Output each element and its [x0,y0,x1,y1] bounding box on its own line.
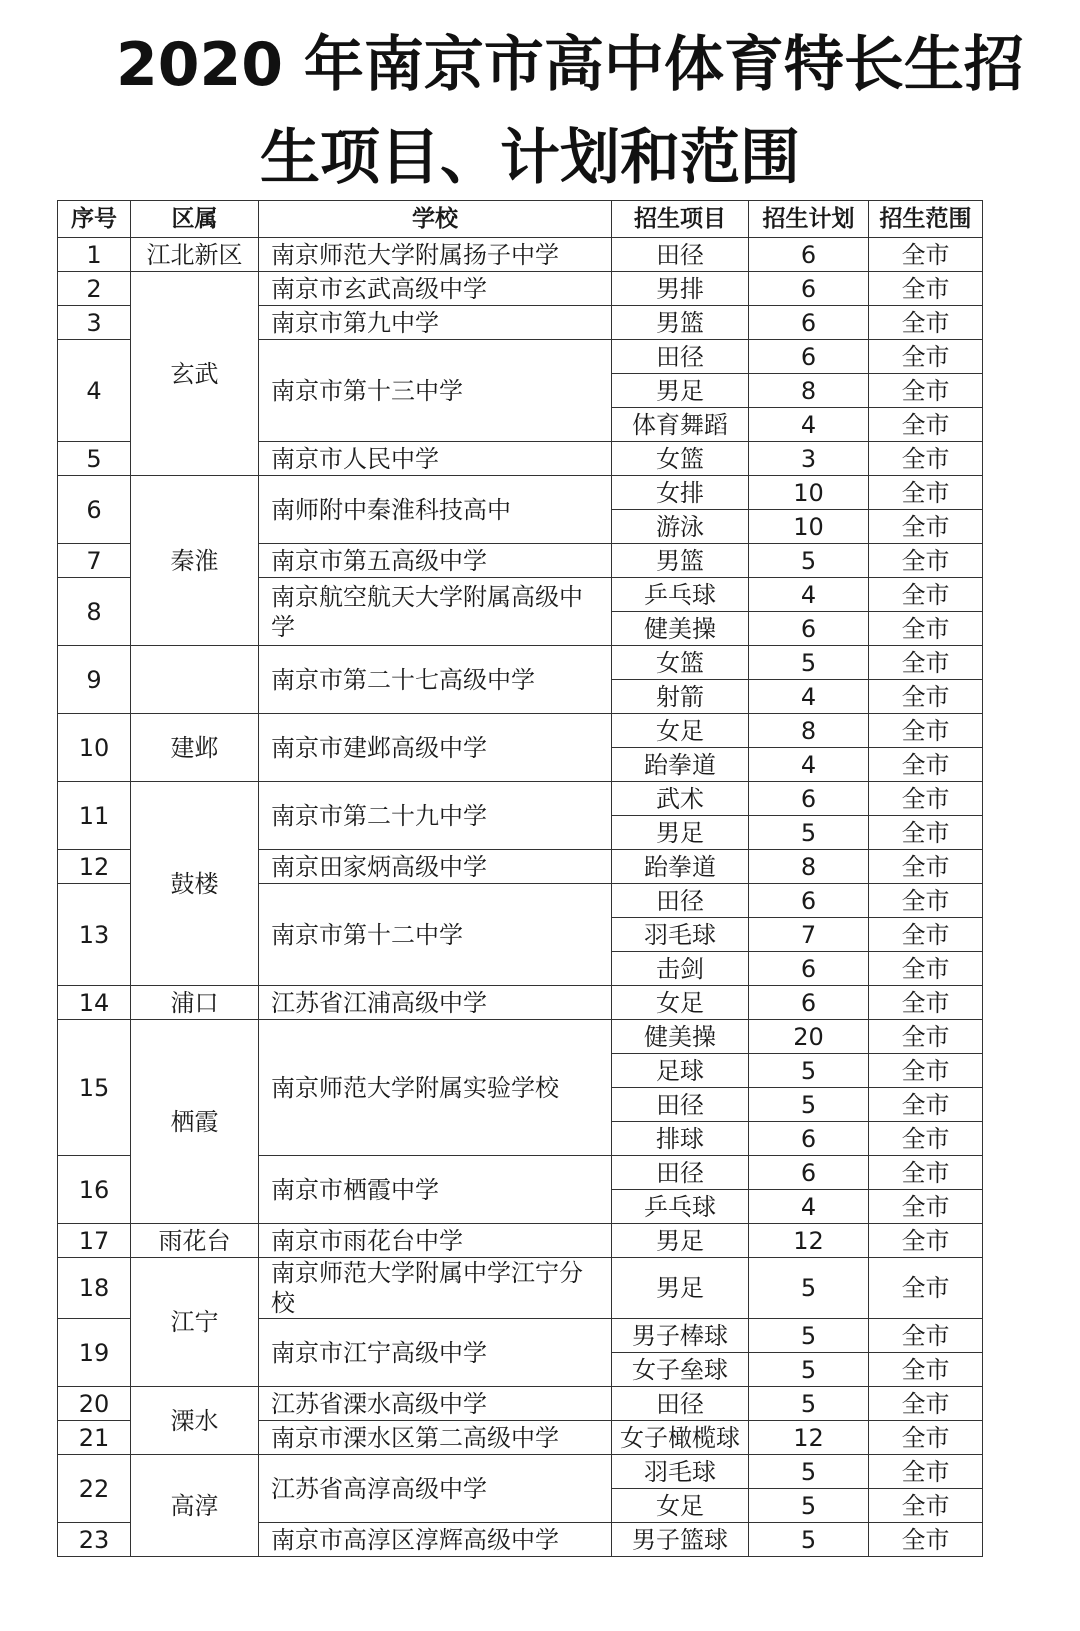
scope-cell: 全市 [869,816,983,850]
row-number: 2 [58,272,131,306]
row-number: 10 [58,714,131,782]
school-cell: 南京市高淳区淳辉高级中学 [259,1523,612,1557]
sport-cell: 男足 [612,1224,749,1258]
school-cell: 南京市第十三中学 [259,340,612,442]
quota-cell: 6 [749,986,869,1020]
quota-cell: 4 [749,1190,869,1224]
scope-cell: 全市 [869,510,983,544]
sport-cell: 田径 [612,238,749,272]
row-number: 6 [58,476,131,544]
sport-cell: 田径 [612,340,749,374]
scope-cell: 全市 [869,714,983,748]
scope-cell: 全市 [869,748,983,782]
quota-cell: 5 [749,1489,869,1523]
row-number: 14 [58,986,131,1020]
sport-cell: 男排 [612,272,749,306]
scope-cell: 全市 [869,1054,983,1088]
district-cell [131,646,259,714]
scope-cell: 全市 [869,918,983,952]
scope-cell: 全市 [869,408,983,442]
sport-cell: 女子橄榄球 [612,1421,749,1455]
table-row [58,782,983,816]
row-number: 4 [58,340,131,442]
table-row [58,238,983,272]
table-row [58,1020,983,1054]
quota-cell: 20 [749,1020,869,1054]
quota-cell: 5 [749,816,869,850]
quota-cell: 5 [749,1319,869,1353]
sport-cell: 男子棒球 [612,1319,749,1353]
quota-cell: 7 [749,918,869,952]
scope-cell: 全市 [869,680,983,714]
district-cell: 秦淮 [131,476,259,646]
page-title-line1: 2020 年南京市高中体育特长生招 [116,30,1024,100]
row-number: 7 [58,544,131,578]
school-cell: 南京市栖霞中学 [259,1156,612,1224]
scope-cell: 全市 [869,1523,983,1557]
sport-cell: 击剑 [612,952,749,986]
school-cell: 南京师范大学附属扬子中学 [259,238,612,272]
quota-cell: 6 [749,238,869,272]
scope-cell: 全市 [869,952,983,986]
school-cell: 江苏省高淳高级中学 [259,1455,612,1523]
scope-cell: 全市 [869,1020,983,1054]
table-row [58,1455,983,1489]
district-cell: 玄武 [131,272,259,476]
scope-cell: 全市 [869,442,983,476]
scope-cell: 全市 [869,476,983,510]
district-cell: 栖霞 [131,1020,259,1224]
row-number: 11 [58,782,131,850]
sport-cell: 羽毛球 [612,1455,749,1489]
scope-cell: 全市 [869,340,983,374]
quota-cell: 5 [749,1054,869,1088]
district-cell: 江北新区 [131,238,259,272]
school-cell: 南京市第十二中学 [259,884,612,986]
district-cell: 高淳 [131,1455,259,1557]
school-cell: 南京市玄武高级中学 [259,272,612,306]
quota-cell: 12 [749,1421,869,1455]
quota-cell: 5 [749,1088,869,1122]
sport-cell: 射箭 [612,680,749,714]
quota-cell: 4 [749,408,869,442]
quota-cell: 4 [749,578,869,612]
table-row [58,272,983,306]
scope-cell: 全市 [869,544,983,578]
sport-cell: 武术 [612,782,749,816]
quota-cell: 8 [749,374,869,408]
quota-cell: 5 [749,544,869,578]
sport-cell: 女子垒球 [612,1353,749,1387]
scope-cell: 全市 [869,306,983,340]
scope-cell: 全市 [869,1387,983,1421]
scope-cell: 全市 [869,1353,983,1387]
scope-cell: 全市 [869,1224,983,1258]
header-quota: 招生计划 [749,201,869,238]
row-number: 1 [58,238,131,272]
row-number: 15 [58,1020,131,1156]
page-title-line2: 生项目、计划和范围 [260,123,800,193]
sport-cell: 乒乓球 [612,578,749,612]
quota-cell: 5 [749,1523,869,1557]
row-number: 23 [58,1523,131,1557]
school-cell: 南京市第五高级中学 [259,544,612,578]
scope-cell: 全市 [869,782,983,816]
table-header-row [58,201,983,238]
school-cell: 南京师范大学附属实验学校 [259,1020,612,1156]
sport-cell: 体育舞蹈 [612,408,749,442]
quota-cell: 5 [749,1387,869,1421]
row-number: 21 [58,1421,131,1455]
scope-cell: 全市 [869,884,983,918]
sport-cell: 乒乓球 [612,1190,749,1224]
sport-cell: 田径 [612,1156,749,1190]
quota-cell: 4 [749,680,869,714]
school-cell: 南京航空航天大学附属高级中学 [259,578,612,646]
school-cell: 江苏省溧水高级中学 [259,1387,612,1421]
school-cell: 南京田家炳高级中学 [259,850,612,884]
sport-cell: 男篮 [612,544,749,578]
sport-cell: 跆拳道 [612,850,749,884]
scope-cell: 全市 [869,578,983,612]
row-number: 5 [58,442,131,476]
sport-cell: 田径 [612,884,749,918]
header-no: 序号 [58,201,131,238]
enrollment-table [57,200,983,1557]
sport-cell: 男篮 [612,306,749,340]
sport-cell: 男子篮球 [612,1523,749,1557]
row-number: 18 [58,1258,131,1319]
district-cell: 雨花台 [131,1224,259,1258]
scope-cell: 全市 [869,1258,983,1319]
scope-cell: 全市 [869,374,983,408]
school-cell: 南京市雨花台中学 [259,1224,612,1258]
quota-cell: 6 [749,306,869,340]
sport-cell: 男足 [612,816,749,850]
sport-cell: 健美操 [612,612,749,646]
sport-cell: 女篮 [612,442,749,476]
quota-cell: 6 [749,1122,869,1156]
school-cell: 南京市第二十七高级中学 [259,646,612,714]
sport-cell: 女足 [612,1489,749,1523]
school-cell: 南京市第九中学 [259,306,612,340]
quota-cell: 6 [749,782,869,816]
sport-cell: 田径 [612,1387,749,1421]
sport-cell: 男足 [612,374,749,408]
row-number: 8 [58,578,131,646]
quota-cell: 12 [749,1224,869,1258]
school-cell: 南京市人民中学 [259,442,612,476]
table-row [58,1387,983,1421]
row-number: 20 [58,1387,131,1421]
header-sport: 招生项目 [612,201,749,238]
quota-cell: 10 [749,510,869,544]
header-district: 区属 [131,201,259,238]
sport-cell: 游泳 [612,510,749,544]
row-number: 3 [58,306,131,340]
row-number: 22 [58,1455,131,1523]
quota-cell: 5 [749,646,869,680]
school-cell: 南京师范大学附属中学江宁分校 [259,1258,612,1319]
sport-cell: 田径 [612,1088,749,1122]
district-cell: 鼓楼 [131,782,259,986]
quota-cell: 6 [749,272,869,306]
sport-cell: 跆拳道 [612,748,749,782]
school-cell: 南师附中秦淮科技高中 [259,476,612,544]
scope-cell: 全市 [869,1122,983,1156]
scope-cell: 全市 [869,1088,983,1122]
scope-cell: 全市 [869,1489,983,1523]
district-cell: 建邺 [131,714,259,782]
school-cell: 江苏省江浦高级中学 [259,986,612,1020]
district-cell: 溧水 [131,1387,259,1455]
header-scope: 招生范围 [869,201,983,238]
school-cell: 南京市溧水区第二高级中学 [259,1421,612,1455]
sport-cell: 男足 [612,1258,749,1319]
quota-cell: 5 [749,1353,869,1387]
table-body [58,238,983,1557]
scope-cell: 全市 [869,1421,983,1455]
scope-cell: 全市 [869,850,983,884]
sport-cell: 羽毛球 [612,918,749,952]
row-number: 17 [58,1224,131,1258]
school-cell: 南京市第二十九中学 [259,782,612,850]
sport-cell: 足球 [612,1054,749,1088]
table-row [58,646,983,680]
scope-cell: 全市 [869,986,983,1020]
sport-cell: 排球 [612,1122,749,1156]
quota-cell: 4 [749,748,869,782]
scope-cell: 全市 [869,1319,983,1353]
quota-cell: 3 [749,442,869,476]
scope-cell: 全市 [869,1156,983,1190]
school-cell: 南京市建邺高级中学 [259,714,612,782]
table-row [58,714,983,748]
district-cell: 江宁 [131,1258,259,1387]
quota-cell: 6 [749,340,869,374]
quota-cell: 6 [749,884,869,918]
quota-cell: 8 [749,850,869,884]
quota-cell: 6 [749,1156,869,1190]
school-cell: 南京市江宁高级中学 [259,1319,612,1387]
sport-cell: 女篮 [612,646,749,680]
sport-cell: 女足 [612,986,749,1020]
sport-cell: 女足 [612,714,749,748]
scope-cell: 全市 [869,646,983,680]
sport-cell: 健美操 [612,1020,749,1054]
row-number: 16 [58,1156,131,1224]
row-number: 12 [58,850,131,884]
quota-cell: 6 [749,612,869,646]
quota-cell: 10 [749,476,869,510]
row-number: 13 [58,884,131,986]
scope-cell: 全市 [869,612,983,646]
table-row [58,1258,983,1319]
table-row [58,1224,983,1258]
scope-cell: 全市 [869,272,983,306]
row-number: 19 [58,1319,131,1387]
table-row [58,476,983,510]
header-school: 学校 [259,201,612,238]
quota-cell: 5 [749,1258,869,1319]
district-cell: 浦口 [131,986,259,1020]
scope-cell: 全市 [869,238,983,272]
table-row [58,986,983,1020]
sport-cell: 女排 [612,476,749,510]
quota-cell: 8 [749,714,869,748]
quota-cell: 5 [749,1455,869,1489]
quota-cell: 6 [749,952,869,986]
scope-cell: 全市 [869,1455,983,1489]
row-number: 9 [58,646,131,714]
scope-cell: 全市 [869,1190,983,1224]
